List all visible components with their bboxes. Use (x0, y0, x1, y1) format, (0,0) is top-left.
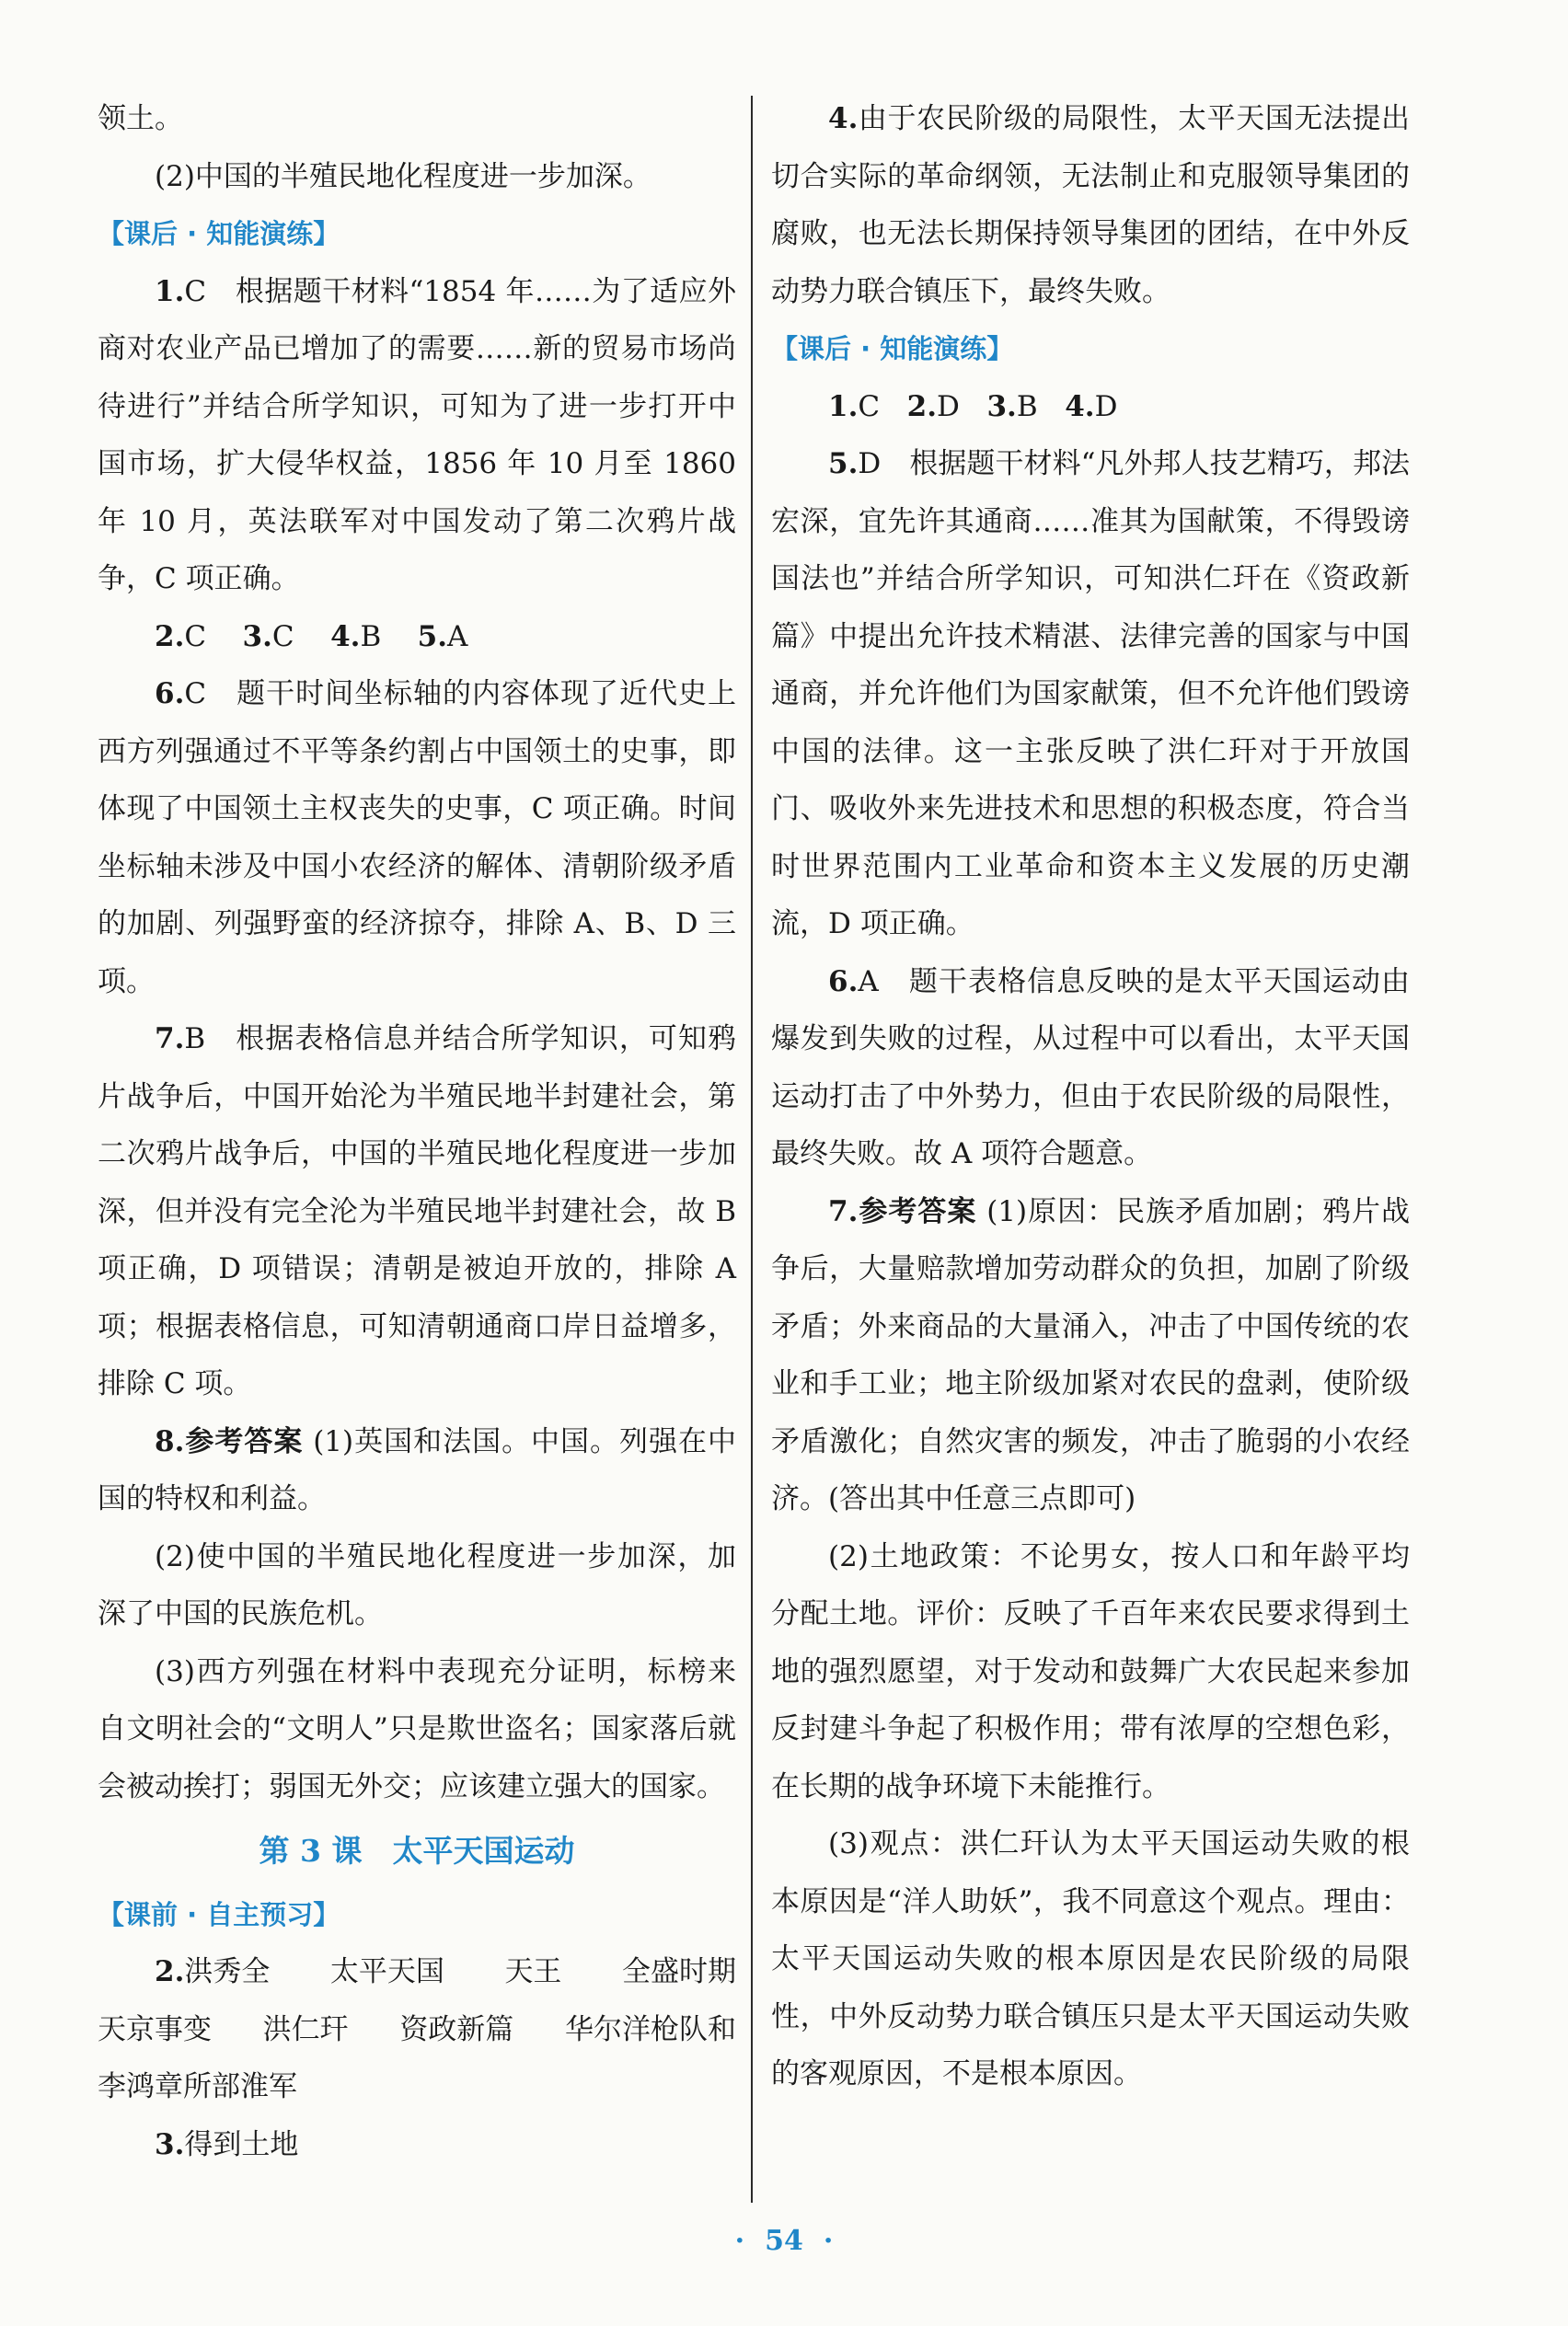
item-answer: D (937, 389, 960, 423)
answer-item: (2)中国的半殖民地化程度进一步加深。 (155, 159, 651, 193)
item-number: 4. (1065, 389, 1095, 423)
item-number: 2. (155, 1955, 185, 1988)
item-answer: C (184, 619, 207, 653)
answer-subitem: (3)观点：洪仁玕认为太平天国运动失败的根本原因是“洋人助妖”，我不同意这个观点。理由：太平天国运动失败的根本原因是农民阶级的局限性，中外反动势力联合镇压只是太平天国运动失败的客观原因，不是根本原因。 (771, 1827, 1410, 2090)
item-number: 2. (906, 389, 938, 423)
answer-term: 天京事变 (98, 2012, 212, 2046)
item-number: 7. (155, 1022, 185, 1055)
answer-subitem: (2)使中国的半殖民地化程度进一步加深，加深了中国的民族危机。 (98, 1539, 736, 1630)
answer-row-2-5 (98, 608, 736, 666)
section-heading-after-class: 【课后 · 知能演练】 (771, 333, 1014, 364)
item-answer: B (1016, 389, 1038, 423)
item-body: (1)英国和法国。中国。列强在中国的特权和利益。 (98, 1424, 737, 1515)
item-number: 5. (417, 619, 448, 653)
answer-term: 李鸿章所部淮军 (98, 2070, 297, 2103)
left-column (98, 90, 736, 2173)
item-number: 4. (330, 619, 361, 653)
answer-item-5 (771, 435, 1410, 953)
item-number: 3. (986, 389, 1017, 423)
item-answer: A (447, 619, 468, 653)
item-number: 4. (828, 102, 859, 135)
answer-row-1-4 (771, 378, 1410, 436)
item-number: 2. (155, 619, 185, 653)
answer-term: 华尔洋枪队和 (564, 2012, 736, 2046)
column-divider (751, 96, 753, 2203)
answer-item-6 (771, 953, 1410, 1183)
item-number: 1. (155, 274, 185, 308)
page-number: 54 (765, 2225, 803, 2257)
section-heading-after-class: 【课后 · 知能演练】 (98, 218, 340, 249)
item-answer: B (360, 619, 382, 653)
answer-subitem: (2)土地政策：不论男女，按人口和年龄平均分配土地。评价：反映了千百年来农民要求得到土地的强烈愿望，对于发动和鼓舞广大农民起来参加反封建斗争起了积极作用；带有浓厚的空想色彩，在长期的战争环境下未能推行。 (771, 1539, 1410, 1803)
answer-item-7 (771, 1183, 1410, 1528)
preview-answer-row-1 (98, 1943, 736, 2001)
right-column (771, 90, 1410, 2103)
item-body: 由于农民阶级的局限性，太平天国无法提出切合实际的革命纲领，无法制止和克服领导集团的腐败，也无法长期保持领导集团的团结，在中外反动势力联合镇压下，最终失败。 (771, 102, 1410, 308)
answer-term: 全盛时期 (621, 1955, 736, 1988)
preview-answer-3 (98, 2116, 736, 2174)
reference-answer-label: 参考答案 (184, 1424, 304, 1458)
answer-term: 洪仁玕 (262, 2012, 349, 2046)
answer-item-6 (98, 665, 736, 1010)
preview-answer-row-2 (98, 2001, 736, 2059)
item-number: 7. (828, 1194, 859, 1228)
reference-answer-label: 参考答案 (858, 1194, 977, 1228)
item-number: 8. (155, 1424, 185, 1458)
item-body: 得到土地 (184, 2127, 299, 2161)
item-answer: C (858, 389, 881, 423)
item-number: 1. (828, 389, 859, 423)
answer-item-7 (98, 1010, 736, 1413)
text-line: 领土。 (98, 102, 183, 135)
section-heading-before-class: 【课前 · 自主预习】 (98, 1898, 340, 1930)
answer-term: 太平天国 (329, 1955, 444, 1988)
answer-item-1 (98, 263, 736, 608)
item-number: 6. (828, 964, 859, 998)
item-body: C 根据题干材料“1854 年……为了适应外商对农业产品已增加了的需要……新的贸易市场尚待进行”并结合所学知识，可知为了进一步打开中国市场，扩大侵华权益，1856 年 10 月至 1860 年 10 月，英法联军对中国发动了第二次鸦片战争，C 项正确。 (98, 274, 736, 595)
answer-item-8 (98, 1413, 736, 1528)
answer-subitem: (3)西方列强在材料中表现充分证明，标榜来自文明社会的“文明人”只是欺世盗名；国家落后就会被动挨打；弱国无外交；应该建立强大的国家。 (98, 1654, 736, 1803)
item-number: 5. (828, 447, 859, 480)
item-body: D 根据题干材料“凡外邦人技艺精巧，邦法宏深，宜先许其通商……准其为国献策，不得毁谤国法也”并结合所学知识，可知洪仁玕在《资政新篇》中提出允许技术精湛、法律完善的国家与中国通商，并允许他们为国家献策，但不允许他们毁谤中国的法律。这一主张反映了洪仁玕对于开放国门、吸收外来先进技术和思想的积极态度，符合当时世界范围内工业革命和资本主义发展的历史潮流，D 项正确。 (771, 447, 1410, 940)
page-footer (0, 2225, 1568, 2257)
answer-term: 资政新篇 (399, 2012, 514, 2046)
footer-dot: · (823, 2225, 834, 2257)
footer-dot: · (734, 2225, 745, 2257)
item-body: B 根据表格信息并结合所学知识，可知鸦片战争后，中国开始沦为半殖民地半封建社会，第二次鸦片战争后，中国的半殖民地化程度进一步加深，但并没有完全沦为半殖民地半封建社会，故 B 项正确，D 项错误；清朝是被迫开放的，排除 A 项；根据表格信息，可知清朝通商口岸日益增多，排除 C 项。 (98, 1022, 736, 1400)
lesson-title: 第 3 课 太平天国运动 (259, 1833, 575, 1869)
answer-term: 洪秀全 (184, 1955, 271, 1988)
item-answer: D (1094, 389, 1118, 423)
item-number: 3. (155, 2127, 185, 2161)
item-answer: C (271, 619, 294, 653)
item-body: A 题干表格信息反映的是太平天国运动由爆发到失败的过程，从过程中可以看出，太平天国运动打击了中外势力，但由于农民阶级的局限性，最终失败。故 A 项符合题意。 (771, 964, 1410, 1170)
item-number: 6. (155, 677, 185, 710)
item-body: C 题干时间坐标轴的内容体现了近代史上西方列强通过不平等条约割占中国领土的史事，即体现了中国领土主权丧失的史事，C 项正确。时间坐标轴未涉及中国小农经济的解体、清朝阶级矛盾的加剧、列强野蛮的经济掠夺，排除 A、B、D 三项。 (98, 677, 736, 998)
item-body: (1)原因：民族矛盾加剧；鸦片战争后，大量赔款增加劳动群众的负担，加剧了阶级矛盾；外来商品的大量涌入，冲击了中国传统的农业和手工业；地主阶级加紧对农民的盘剥，使阶级矛盾激化；自然灾害的频发，冲击了脆弱的小农经济。(答出其中任意三点即可) (771, 1194, 1411, 1515)
item-number: 3. (242, 619, 272, 653)
answer-term: 天王 (504, 1955, 562, 1988)
preview-answer-4 (771, 90, 1410, 320)
